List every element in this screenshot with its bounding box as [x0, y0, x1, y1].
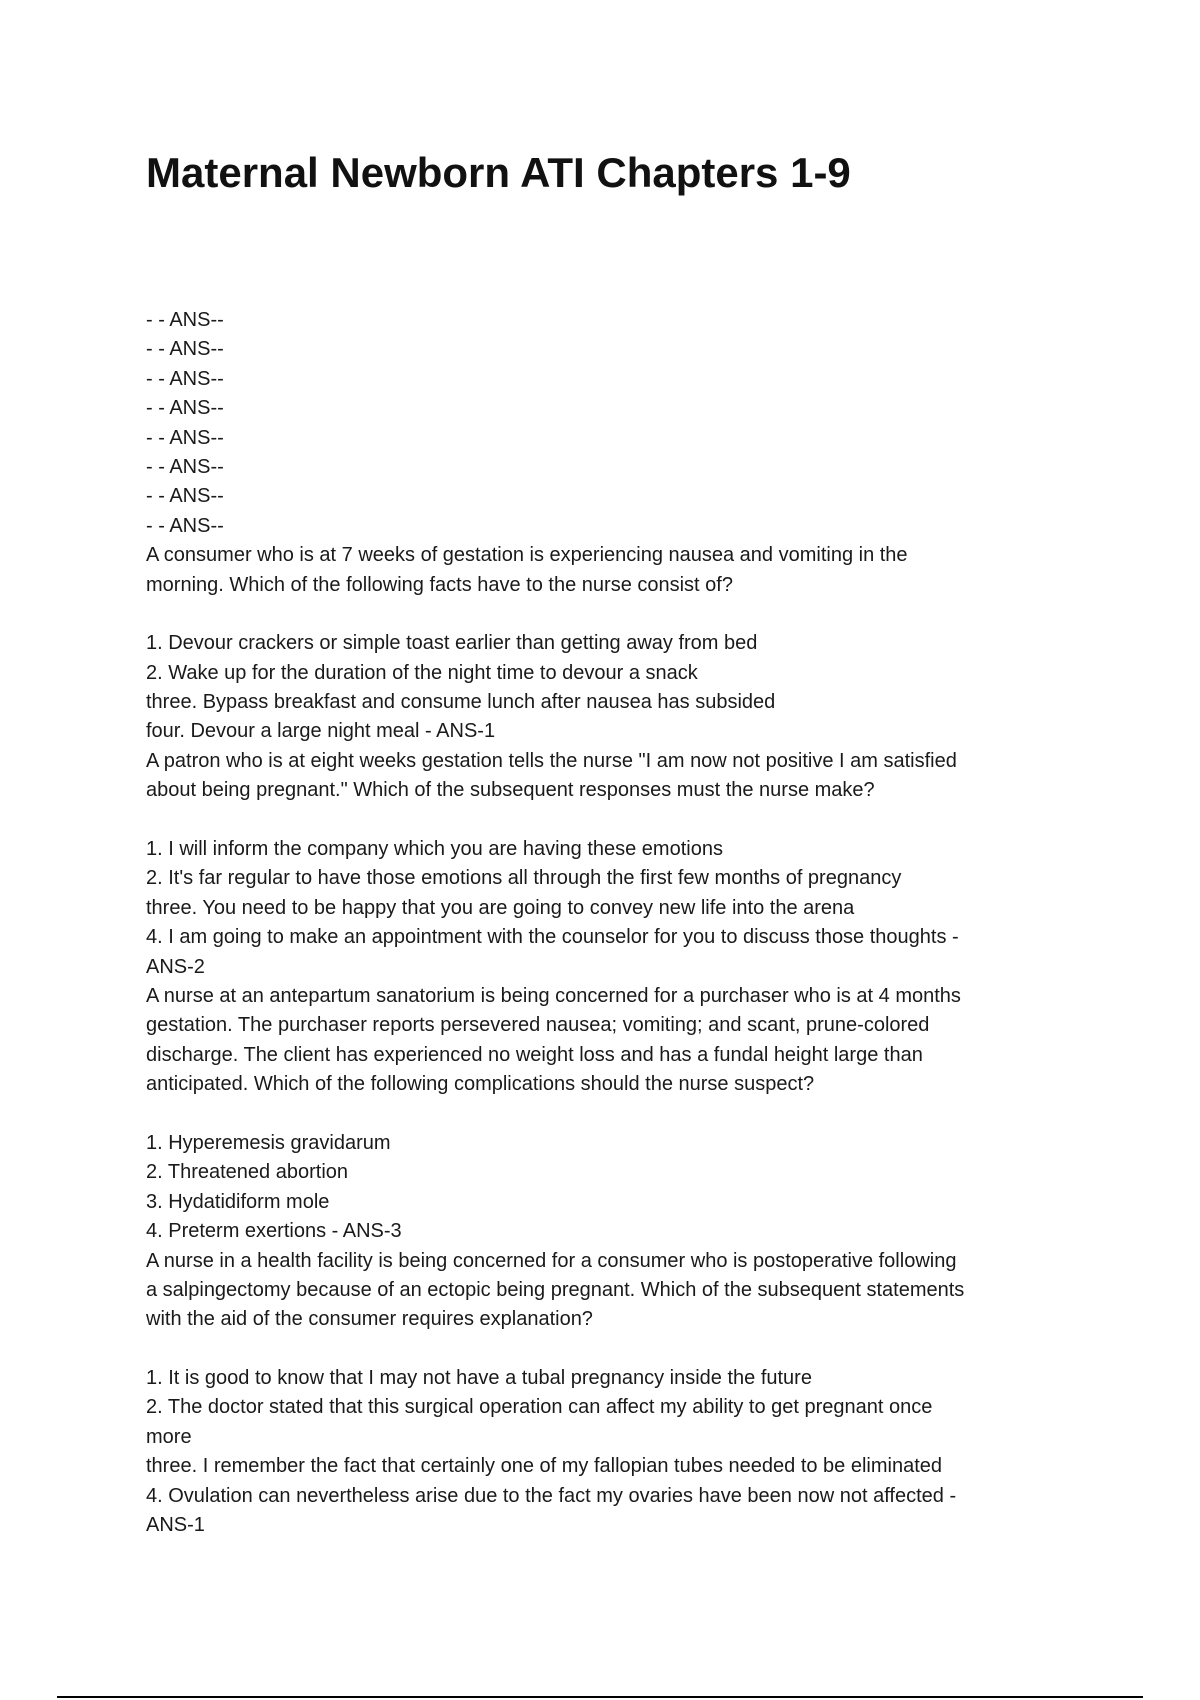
answer-option: 1. Devour crackers or simple toast earlier than getting away from bed: [146, 632, 758, 655]
answer-option: ANS-2: [146, 955, 205, 978]
answer-option: three. I remember the fact that certainly one of my fallopian tubes needed to be eliminated: [146, 1455, 943, 1478]
page-title: Maternal Newborn ATI Chapters 1-9: [146, 149, 851, 196]
answer-option: four. Devour a large night meal - ANS-1: [146, 720, 496, 743]
document-body: [146, 306, 1066, 1540]
answer-option: 4. Ovulation can nevertheless arise due to the fact my ovaries have been now not affected -: [146, 1484, 957, 1507]
answer-option: ANS-1: [146, 1514, 205, 1537]
question-block-3: [146, 982, 1066, 1247]
question-stem-line: with the aid of the consumer requires explanation?: [146, 1308, 593, 1331]
ans-line: - - ANS--: [146, 426, 224, 449]
ans-line: - - ANS--: [146, 338, 224, 361]
ans-line: - - ANS--: [146, 485, 224, 508]
answer-option: 1. I will inform the company which you are having these emotions: [146, 838, 723, 861]
answer-option: 2. It's far regular to have those emotions all through the first few months of pregnancy: [146, 867, 902, 890]
question-stem-line: anticipated. Which of the following complications should the nurse suspect?: [146, 1073, 815, 1096]
ans-line: - - ANS--: [146, 455, 224, 478]
question-stem-line: about being pregnant." Which of the subsequent responses must the nurse make?: [146, 779, 875, 802]
question-block-2: [146, 747, 1066, 982]
blank-line: [146, 1100, 1066, 1129]
ans-line: - - ANS--: [146, 514, 224, 537]
question-stem-line: a salpingectomy because of an ectopic being pregnant. Which of the subsequent statements: [146, 1278, 965, 1301]
answer-option: 1. It is good to know that I may not have a tubal pregnancy inside the future: [146, 1367, 812, 1390]
blank-line: [146, 1335, 1066, 1364]
answer-option: 1. Hyperemesis gravidarum: [146, 1131, 391, 1154]
question-block-1: [146, 541, 1066, 747]
answer-option: more: [146, 1425, 192, 1448]
ans-line: - - ANS--: [146, 367, 224, 390]
question-stem-line: morning. Which of the following facts have to the nurse consist of?: [146, 573, 733, 596]
answer-option: 2. Threatened abortion: [146, 1161, 349, 1184]
answer-option: three. You need to be happy that you are going to convey new life into the arena: [146, 896, 855, 919]
answer-option: 3. Hydatidiform mole: [146, 1190, 330, 1213]
question-stem-line: A nurse in a health facility is being concerned for a consumer who is postoperative following: [146, 1249, 957, 1272]
blank-line: [146, 806, 1066, 835]
question-stem-line: A nurse at an antepartum sanatorium is being concerned for a purchaser who is at 4 months: [146, 984, 961, 1007]
question-block-4: [146, 1247, 1066, 1541]
answer-option: 4. Preterm exertions - ANS-3: [146, 1220, 402, 1243]
answer-option: 2. Wake up for the duration of the night time to devour a snack: [146, 661, 698, 684]
blank-line: [146, 600, 1066, 629]
question-stem-line: A consumer who is at 7 weeks of gestation is experiencing nausea and vomiting in the: [146, 544, 908, 567]
ans-line: - - ANS--: [146, 397, 224, 420]
answer-option: 4. I am going to make an appointment with the counselor for you to discuss those thoughts -: [146, 926, 959, 949]
question-stem-line: gestation. The purchaser reports persevered nausea; vomiting; and scant, prune-colored: [146, 1014, 930, 1037]
question-stem-line: A patron who is at eight weeks gestation tells the nurse "I am now not positive I am satisfied: [146, 749, 957, 772]
answer-option: three. Bypass breakfast and consume lunch after nausea has subsided: [146, 691, 776, 714]
ans-line: - - ANS--: [146, 309, 224, 331]
answer-option: 2. The doctor stated that this surgical operation can affect my ability to get pregnant once: [146, 1396, 933, 1419]
question-stem-line: discharge. The client has experienced no weight loss and has a fundal height large than: [146, 1043, 923, 1066]
footer-divider: [57, 1696, 1143, 1698]
